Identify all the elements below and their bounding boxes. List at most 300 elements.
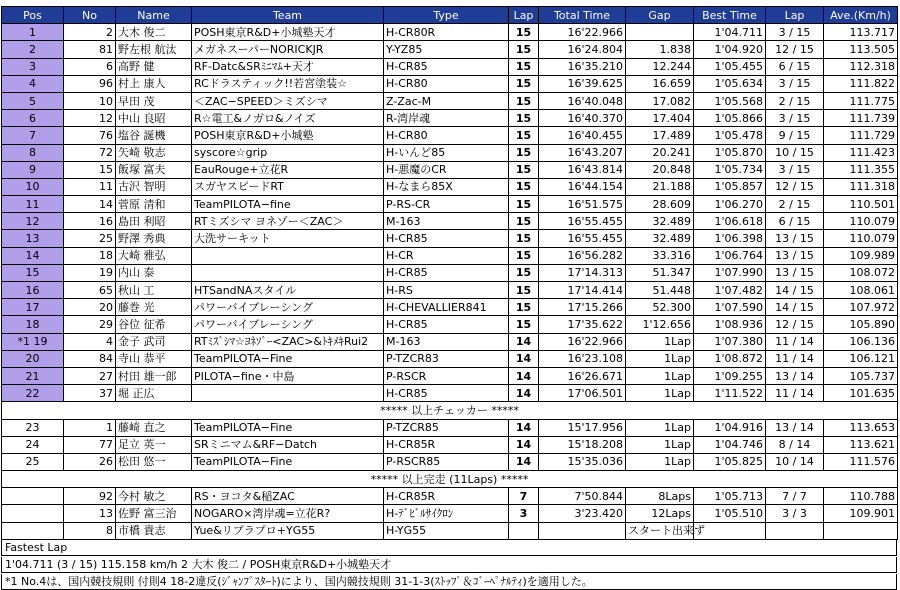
- team-name-cell: ＜ZAC−SPEED＞ミズシマ: [192, 92, 384, 109]
- position-cell: 15: [2, 264, 64, 281]
- total-time-cell: 16'51.575: [539, 196, 626, 213]
- number-cell: 92: [64, 488, 116, 505]
- separator-text: ***** 以上完走 (11Laps) *****: [2, 471, 898, 488]
- machine-type-cell: H-CR80R: [384, 24, 509, 41]
- average-speed-cell: 105.890: [824, 316, 898, 333]
- best-lap-cell: 7 / 7: [766, 488, 824, 505]
- table-row[interactable]: [2, 436, 898, 453]
- best-time-cell: 1'05.713: [694, 488, 766, 505]
- total-time-cell: 16'55.455: [539, 230, 626, 247]
- header-total-time[interactable]: Total Time: [539, 7, 626, 24]
- best-lap-cell: 12 / 15: [766, 178, 824, 195]
- position-cell: 25: [2, 453, 64, 470]
- total-time-cell: 16'23.108: [539, 350, 626, 367]
- best-time-cell: 1'08.872: [694, 350, 766, 367]
- position-cell: 9: [2, 161, 64, 178]
- separator-text: ***** 以上チェッカー *****: [2, 402, 898, 419]
- team-name-cell: RTﾐｽﾞｼﾏ☆ﾖﾈｿﾞｰ<ZAC>&ﾄｷﾒｷRui2: [192, 333, 384, 350]
- best-lap-cell: 13 / 15: [766, 247, 824, 264]
- machine-type-cell: H-CR85: [384, 230, 509, 247]
- team-name-cell: EauRouge+立花R: [192, 161, 384, 178]
- total-time-cell: 15'35.036: [539, 453, 626, 470]
- number-cell: 65: [64, 282, 116, 299]
- team-name-cell: PILOTA−fine・中島: [192, 367, 384, 384]
- team-name-cell: [192, 247, 384, 264]
- position-cell: 11: [2, 196, 64, 213]
- team-name-cell: パワーバイブレーシング: [192, 299, 384, 316]
- average-speed-cell: 110.079: [824, 213, 898, 230]
- table-row[interactable]: [2, 419, 898, 436]
- laps-cell: 15: [509, 127, 539, 144]
- team-name-cell: [192, 385, 384, 402]
- best-lap-cell: [766, 522, 824, 539]
- best-lap-cell: 13 / 15: [766, 264, 824, 281]
- driver-name-cell: 塩谷 誕機: [116, 127, 192, 144]
- machine-type-cell: H-CR85: [384, 264, 509, 281]
- driver-name-cell: 金子 武司: [116, 333, 192, 350]
- best-lap-cell: 2 / 15: [766, 92, 824, 109]
- driver-name-cell: 矢崎 敬志: [116, 144, 192, 161]
- team-name-cell: NOGARO×湾岸魂=立花R?: [192, 505, 384, 522]
- team-name-cell: TeamPILOTA−Fine: [192, 419, 384, 436]
- laps-cell: 15: [509, 247, 539, 264]
- total-time-cell: 16'24.804: [539, 41, 626, 58]
- gap-cell: 51.448: [626, 282, 694, 299]
- total-time-cell: 3'23.420: [539, 505, 626, 522]
- gap-cell: 12.244: [626, 58, 694, 75]
- average-speed-cell: 111.739: [824, 110, 898, 127]
- gap-cell: 1Lap: [626, 350, 694, 367]
- driver-name-cell: 大崎 雅弘: [116, 247, 192, 264]
- position-cell: 2: [2, 41, 64, 58]
- position-cell: 8: [2, 144, 64, 161]
- machine-type-cell: H-悪魔のCR: [384, 161, 509, 178]
- laps-cell: 15: [509, 213, 539, 230]
- best-lap-cell: 2 / 15: [766, 196, 824, 213]
- gap-cell: 28.609: [626, 196, 694, 213]
- best-lap-cell: 11 / 14: [766, 385, 824, 402]
- laps-cell: 15: [509, 75, 539, 92]
- driver-name-cell: 寺山 恭平: [116, 350, 192, 367]
- number-cell: 25: [64, 230, 116, 247]
- average-speed-cell: 111.423: [824, 144, 898, 161]
- total-time-cell: 16'39.625: [539, 75, 626, 92]
- best-time-cell: 1'09.255: [694, 367, 766, 384]
- total-time-cell: 15'17.956: [539, 419, 626, 436]
- table-row[interactable]: [2, 367, 898, 384]
- header-row: [2, 7, 898, 24]
- gap-cell: 8Laps: [626, 488, 694, 505]
- best-lap-cell: 11 / 14: [766, 333, 824, 350]
- driver-name-cell: 松田 悠一: [116, 453, 192, 470]
- separator-row: [2, 471, 898, 488]
- total-time-cell: [539, 522, 626, 539]
- machine-type-cell: H-CR80: [384, 127, 509, 144]
- laps-cell: 15: [509, 41, 539, 58]
- table-row[interactable]: [2, 161, 898, 178]
- table-row[interactable]: [2, 110, 898, 127]
- machine-type-cell: H-いんど85: [384, 144, 509, 161]
- number-cell: 11: [64, 178, 116, 195]
- machine-type-cell: M-163: [384, 213, 509, 230]
- best-time-cell: 1'11.522: [694, 385, 766, 402]
- position-cell: 4: [2, 75, 64, 92]
- best-lap-cell: 8 / 14: [766, 436, 824, 453]
- best-lap-cell: 3 / 15: [766, 161, 824, 178]
- total-time-cell: 16'55.455: [539, 213, 626, 230]
- number-cell: 76: [64, 127, 116, 144]
- best-time-cell: 1'07.482: [694, 282, 766, 299]
- position-cell: [2, 522, 64, 539]
- table-row[interactable]: [2, 247, 898, 264]
- driver-name-cell: 藤巻 光: [116, 299, 192, 316]
- laps-cell: 14: [509, 385, 539, 402]
- results-table: [1, 6, 898, 540]
- number-cell: 81: [64, 41, 116, 58]
- number-cell: 20: [64, 299, 116, 316]
- team-name-cell: TeamPILOTA−Fine: [192, 350, 384, 367]
- best-lap-cell: 3 / 15: [766, 110, 824, 127]
- best-time-cell: 1'05.568: [694, 92, 766, 109]
- table-row[interactable]: [2, 299, 898, 316]
- best-time-cell: 1'04.746: [694, 436, 766, 453]
- header-type[interactable]: Type: [384, 7, 509, 24]
- best-time-cell: 1'04.916: [694, 419, 766, 436]
- table-row[interactable]: [2, 282, 898, 299]
- average-speed-cell: 105.737: [824, 367, 898, 384]
- table-row[interactable]: [2, 92, 898, 109]
- best-lap-cell: 13 / 15: [766, 230, 824, 247]
- number-cell: 96: [64, 75, 116, 92]
- number-cell: 2: [64, 24, 116, 41]
- number-cell: 18: [64, 247, 116, 264]
- average-speed-cell: 107.972: [824, 299, 898, 316]
- best-lap-cell: 6 / 15: [766, 58, 824, 75]
- total-time-cell: 16'26.671: [539, 367, 626, 384]
- team-name-cell: TeamPILOTA−fine: [192, 196, 384, 213]
- driver-name-cell: 市橋 貴志: [116, 522, 192, 539]
- average-speed-cell: 113.621: [824, 436, 898, 453]
- table-row[interactable]: [2, 505, 898, 522]
- laps-cell: 14: [509, 436, 539, 453]
- total-time-cell: 16'22.966: [539, 333, 626, 350]
- table-row[interactable]: [2, 453, 898, 470]
- position-cell: [2, 505, 64, 522]
- laps-cell: 15: [509, 161, 539, 178]
- table-row[interactable]: [2, 333, 898, 350]
- gap-cell: 1Lap: [626, 453, 694, 470]
- position-cell: 21: [2, 367, 64, 384]
- laps-cell: 14: [509, 453, 539, 470]
- best-lap-cell: 6 / 15: [766, 213, 824, 230]
- best-time-cell: 1'05.478: [694, 127, 766, 144]
- total-time-cell: 17'15.266: [539, 299, 626, 316]
- position-cell: 17: [2, 299, 64, 316]
- laps-cell: 7: [509, 488, 539, 505]
- team-name-cell: POSH東京R&D+小城塾: [192, 127, 384, 144]
- average-speed-cell: [824, 522, 898, 539]
- number-cell: 72: [64, 144, 116, 161]
- average-speed-cell: 110.788: [824, 488, 898, 505]
- average-speed-cell: 111.822: [824, 75, 898, 92]
- best-time-cell: 1'05.870: [694, 144, 766, 161]
- number-cell: 29: [64, 316, 116, 333]
- number-cell: 27: [64, 367, 116, 384]
- team-name-cell: RTミズシマ ヨネゾー＜ZAC＞: [192, 213, 384, 230]
- team-name-cell: パワーバイブレーシング: [192, 316, 384, 333]
- best-lap-cell: 9 / 15: [766, 127, 824, 144]
- laps-cell: 15: [509, 144, 539, 161]
- machine-type-cell: P-RS-CR: [384, 196, 509, 213]
- number-cell: 4: [64, 333, 116, 350]
- laps-cell: 14: [509, 419, 539, 436]
- table-row[interactable]: [2, 144, 898, 161]
- header-lap[interactable]: Lap: [509, 7, 539, 24]
- total-time-cell: 16'40.455: [539, 127, 626, 144]
- machine-type-cell: P-RSCR: [384, 367, 509, 384]
- average-speed-cell: 109.901: [824, 505, 898, 522]
- position-cell: 22: [2, 385, 64, 402]
- gap-cell: 17.404: [626, 110, 694, 127]
- driver-name-cell: 早田 茂: [116, 92, 192, 109]
- gap-cell: 1Lap: [626, 385, 694, 402]
- machine-type-cell: H-RS: [384, 282, 509, 299]
- position-cell: 10: [2, 178, 64, 195]
- table-row[interactable]: [2, 264, 898, 281]
- driver-name-cell: 飯塚 富夫: [116, 161, 192, 178]
- position-cell: 5: [2, 92, 64, 109]
- gap-cell: 32.489: [626, 230, 694, 247]
- position-cell: 20: [2, 350, 64, 367]
- laps-cell: 15: [509, 110, 539, 127]
- best-time-cell: 1'06.270: [694, 196, 766, 213]
- average-speed-cell: 110.501: [824, 196, 898, 213]
- gap-cell: 17.082: [626, 92, 694, 109]
- total-time-cell: 7'50.844: [539, 488, 626, 505]
- table-row[interactable]: [2, 350, 898, 367]
- total-time-cell: 16'35.210: [539, 58, 626, 75]
- best-time-cell: 1'05.510: [694, 505, 766, 522]
- total-time-cell: 15'18.208: [539, 436, 626, 453]
- header-gap[interactable]: Gap: [626, 7, 694, 24]
- position-cell: 7: [2, 127, 64, 144]
- total-time-cell: 16'40.370: [539, 110, 626, 127]
- machine-type-cell: H-CR85R: [384, 436, 509, 453]
- position-cell: 3: [2, 58, 64, 75]
- best-lap-cell: 12 / 15: [766, 41, 824, 58]
- header-no[interactable]: No: [64, 7, 116, 24]
- team-name-cell: SRミニマム&RF−Datch: [192, 436, 384, 453]
- total-time-cell: 17'14.313: [539, 264, 626, 281]
- machine-type-cell: P-TZCR85: [384, 419, 509, 436]
- position-cell: 13: [2, 230, 64, 247]
- gap-cell: 16.659: [626, 75, 694, 92]
- gap-cell: 33.316: [626, 247, 694, 264]
- team-name-cell: HTSandNAスタイル: [192, 282, 384, 299]
- driver-name-cell: 藤崎 直之: [116, 419, 192, 436]
- position-cell: 6: [2, 110, 64, 127]
- average-speed-cell: 112.318: [824, 58, 898, 75]
- number-cell: 37: [64, 385, 116, 402]
- best-lap-cell: 3 / 3: [766, 505, 824, 522]
- best-lap-cell: 3 / 15: [766, 24, 824, 41]
- table-row[interactable]: [2, 196, 898, 213]
- average-speed-cell: 113.505: [824, 41, 898, 58]
- driver-name-cell: 島田 利昭: [116, 213, 192, 230]
- laps-cell: 14: [509, 367, 539, 384]
- driver-name-cell: 佐野 富三治: [116, 505, 192, 522]
- number-cell: 8: [64, 522, 116, 539]
- average-speed-cell: 106.121: [824, 350, 898, 367]
- total-time-cell: 16'40.048: [539, 92, 626, 109]
- header-average-speed[interactable]: Ave.(Km/h): [824, 7, 898, 24]
- best-time-cell: 1'06.398: [694, 230, 766, 247]
- machine-type-cell: Z-Zac-M: [384, 92, 509, 109]
- number-cell: 1: [64, 419, 116, 436]
- driver-name-cell: 高野 健: [116, 58, 192, 75]
- gap-cell: 1Lap: [626, 333, 694, 350]
- best-time-cell: 1'08.936: [694, 316, 766, 333]
- table-row[interactable]: [2, 230, 898, 247]
- header-pos[interactable]: Pos: [2, 7, 64, 24]
- number-cell: 16: [64, 213, 116, 230]
- table-row[interactable]: [2, 58, 898, 75]
- machine-type-cell: P-TZCR83: [384, 350, 509, 367]
- table-row[interactable]: [2, 385, 898, 402]
- driver-name-cell: 野澤 秀典: [116, 230, 192, 247]
- best-time-cell: 1'05.455: [694, 58, 766, 75]
- position-cell: 23: [2, 419, 64, 436]
- driver-name-cell: 菅原 清和: [116, 196, 192, 213]
- number-cell: 10: [64, 92, 116, 109]
- best-time-cell: 1'06.618: [694, 213, 766, 230]
- machine-type-cell: M-163: [384, 333, 509, 350]
- machine-type-cell: H-CHEVALLIER841: [384, 299, 509, 316]
- machine-type-cell: P-RSCR85: [384, 453, 509, 470]
- total-time-cell: 16'43.207: [539, 144, 626, 161]
- average-speed-cell: 110.079: [824, 230, 898, 247]
- gap-cell: 51.347: [626, 264, 694, 281]
- laps-cell: 15: [509, 264, 539, 281]
- team-name-cell: R☆電工&ノガロ&ノイズ: [192, 110, 384, 127]
- table-row[interactable]: [2, 488, 898, 505]
- position-cell: 24: [2, 436, 64, 453]
- driver-name-cell: 堀 正広: [116, 385, 192, 402]
- laps-cell: 15: [509, 230, 539, 247]
- driver-name-cell: 足立 英一: [116, 436, 192, 453]
- table-row[interactable]: [2, 24, 898, 41]
- team-name-cell: RS・ヨコタ&稲ZAC: [192, 488, 384, 505]
- best-lap-cell: 10 / 15: [766, 144, 824, 161]
- fastest-lap-text: 1'04.711 (3 / 15) 115.158 km/h 2 大木 俊二 / POSH東京R&D+小城塾天才: [1, 557, 897, 573]
- machine-type-cell: H-CR80: [384, 75, 509, 92]
- team-name-cell: RCドラスティック!!若宮塗装☆: [192, 75, 384, 92]
- driver-name-cell: 村上 康人: [116, 75, 192, 92]
- best-time-cell: 1'05.634: [694, 75, 766, 92]
- average-speed-cell: 111.576: [824, 453, 898, 470]
- best-time-cell: 1'05.734: [694, 161, 766, 178]
- laps-cell: 3: [509, 505, 539, 522]
- laps-cell: 14: [509, 350, 539, 367]
- machine-type-cell: H-なまら85X: [384, 178, 509, 195]
- total-time-cell: 16'22.966: [539, 24, 626, 41]
- table-row[interactable]: [2, 316, 898, 333]
- laps-cell: 15: [509, 316, 539, 333]
- position-cell: 18: [2, 316, 64, 333]
- laps-cell: 15: [509, 58, 539, 75]
- laps-cell: 15: [509, 282, 539, 299]
- table-row[interactable]: [2, 213, 898, 230]
- total-time-cell: 17'35.622: [539, 316, 626, 333]
- laps-cell: 15: [509, 196, 539, 213]
- average-speed-cell: 101.635: [824, 385, 898, 402]
- total-time-cell: 17'06.501: [539, 385, 626, 402]
- gap-cell: 1Lap: [626, 419, 694, 436]
- best-time-cell: 1'05.857: [694, 178, 766, 195]
- number-cell: 13: [64, 505, 116, 522]
- header-best-time[interactable]: Best Time: [694, 7, 766, 24]
- separator-row: [2, 402, 898, 419]
- driver-name-cell: 古沢 智明: [116, 178, 192, 195]
- position-cell: 1: [2, 24, 64, 41]
- header-name[interactable]: Name: [116, 7, 192, 24]
- driver-name-cell: 今村 敏之: [116, 488, 192, 505]
- number-cell: 12: [64, 110, 116, 127]
- gap-cell: 17.489: [626, 127, 694, 144]
- best-time-cell: 1'07.990: [694, 264, 766, 281]
- average-speed-cell: 111.318: [824, 178, 898, 195]
- laps-cell: 15: [509, 92, 539, 109]
- best-lap-cell: 14 / 15: [766, 299, 824, 316]
- machine-type-cell: H-CR85R: [384, 488, 509, 505]
- best-lap-cell: 11 / 14: [766, 350, 824, 367]
- best-time-cell: 1'06.764: [694, 247, 766, 264]
- laps-cell: 15: [509, 24, 539, 41]
- gap-cell: 1Lap: [626, 367, 694, 384]
- average-speed-cell: 108.072: [824, 264, 898, 281]
- header-best-lap[interactable]: Lap: [766, 7, 824, 24]
- best-lap-cell: 12 / 15: [766, 316, 824, 333]
- average-speed-cell: 111.729: [824, 127, 898, 144]
- machine-type-cell: H-CR85: [384, 58, 509, 75]
- position-cell: 16: [2, 282, 64, 299]
- table-row[interactable]: [2, 127, 898, 144]
- machine-type-cell: H-YG55: [384, 522, 509, 539]
- team-name-cell: 大洗サーキット: [192, 230, 384, 247]
- driver-name-cell: 大木 俊二: [116, 24, 192, 41]
- average-speed-cell: 113.717: [824, 24, 898, 41]
- gap-cell: 1Lap: [626, 436, 694, 453]
- machine-type-cell: H-ﾃﾞﾋﾞﾙｻｲｸﾛﾝ: [384, 505, 509, 522]
- average-speed-cell: 113.653: [824, 419, 898, 436]
- table-row[interactable]: [2, 41, 898, 58]
- position-cell: 14: [2, 247, 64, 264]
- team-name-cell: [192, 264, 384, 281]
- driver-name-cell: 村田 雄一郎: [116, 367, 192, 384]
- table-row[interactable]: [2, 178, 898, 195]
- header-team[interactable]: Team: [192, 7, 384, 24]
- best-lap-cell: 14 / 15: [766, 282, 824, 299]
- position-cell: 12: [2, 213, 64, 230]
- laps-cell: [509, 522, 539, 539]
- best-lap-cell: 3 / 15: [766, 75, 824, 92]
- driver-name-cell: 内山 泰: [116, 264, 192, 281]
- machine-type-cell: H-CR85: [384, 385, 509, 402]
- table-row[interactable]: [2, 75, 898, 92]
- number-cell: 19: [64, 264, 116, 281]
- table-row[interactable]: [2, 522, 898, 539]
- gap-cell: 20.241: [626, 144, 694, 161]
